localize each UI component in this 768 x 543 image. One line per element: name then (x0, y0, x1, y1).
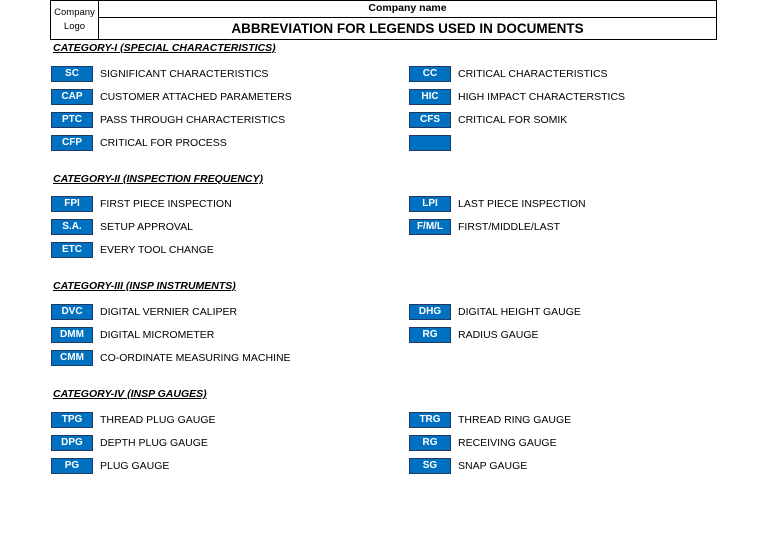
legend-description: HIGH IMPACT CHARACTERSTICS (458, 91, 626, 103)
legend-code-badge: CAP (51, 89, 93, 105)
legend-code-badge: ETC (51, 242, 93, 258)
legend-code-badge: TRG (409, 412, 451, 428)
company-name: Company name (99, 1, 716, 18)
legend-description: PLUG GAUGE (100, 460, 170, 472)
legend-description: DIGITAL VERNIER CALIPER (100, 306, 238, 318)
legend-description: CRITICAL FOR PROCESS (100, 137, 227, 149)
legend-code-badge: DPG (51, 435, 93, 451)
legend-code-badge: SG (409, 458, 451, 474)
legend-description: THREAD RING GAUGE (458, 414, 572, 426)
legend-description: DIGITAL MICROMETER (100, 329, 215, 341)
company-logo-placeholder: Company Logo (51, 1, 99, 39)
legend-code-badge: CMM (51, 350, 93, 366)
document-title: ABBREVIATION FOR LEGENDS USED IN DOCUMENTS (231, 21, 584, 36)
legend-code-badge: PG (51, 458, 93, 474)
category-2-title: CATEGORY-II (INSPECTION FREQUENCY) (53, 173, 264, 185)
legend-description: FIRST PIECE INSPECTION (100, 198, 232, 210)
legend-code-badge: DVC (51, 304, 93, 320)
legend-code-badge: DHG (409, 304, 451, 320)
legend-code-badge: S.A. (51, 219, 93, 235)
category-1-title: CATEGORY-I (SPECIAL CHARACTERISTICS) (53, 42, 276, 54)
legend-description: EVERY TOOL CHANGE (100, 244, 214, 256)
legend-description: THREAD PLUG GAUGE (100, 414, 216, 426)
legend-code-badge: CFP (51, 135, 93, 151)
legend-code-badge: PTC (51, 112, 93, 128)
legend-description: CRITICAL FOR SOMIK (458, 114, 568, 126)
category-4-title: CATEGORY-IV (INSP GAUGES) (53, 388, 207, 400)
legend-code-badge: CC (409, 66, 451, 82)
legend-code-badge-empty (409, 135, 451, 151)
legend-description: LAST PIECE INSPECTION (458, 198, 586, 210)
legend-description: PASS THROUGH CHARACTERISTICS (100, 114, 286, 126)
legend-description: RADIUS GAUGE (458, 329, 539, 341)
legend-code-badge: F/M/L (409, 219, 451, 235)
legend-code-badge: LPI (409, 196, 451, 212)
legend-code-badge: DMM (51, 327, 93, 343)
legend-code-badge: CFS (409, 112, 451, 128)
legend-description: RECEIVING GAUGE (458, 437, 557, 449)
legend-description: SIGNIFICANT CHARACTERISTICS (100, 68, 269, 80)
legend-code-badge: RG (409, 327, 451, 343)
legend-code-badge: HIC (409, 89, 451, 105)
legend-code-badge: RG (409, 435, 451, 451)
legend-description: SETUP APPROVAL (100, 221, 193, 233)
legend-description: CRITICAL CHARACTERISTICS (458, 68, 608, 80)
legend-description: CO-ORDINATE MEASURING MACHINE (100, 352, 291, 364)
legend-description: DIGITAL HEIGHT GAUGE (458, 306, 581, 318)
legend-description: CUSTOMER ATTACHED PARAMETERS (100, 91, 292, 103)
legend-description: FIRST/MIDDLE/LAST (458, 221, 561, 233)
legend-description: DEPTH PLUG GAUGE (100, 437, 208, 449)
category-3-title: CATEGORY-III (INSP INSTRUMENTS) (53, 280, 236, 292)
legend-code-badge: SC (51, 66, 93, 82)
legend-code-badge: TPG (51, 412, 93, 428)
legend-description: SNAP GAUGE (458, 460, 528, 472)
legend-code-badge: FPI (51, 196, 93, 212)
document-header (50, 0, 717, 40)
